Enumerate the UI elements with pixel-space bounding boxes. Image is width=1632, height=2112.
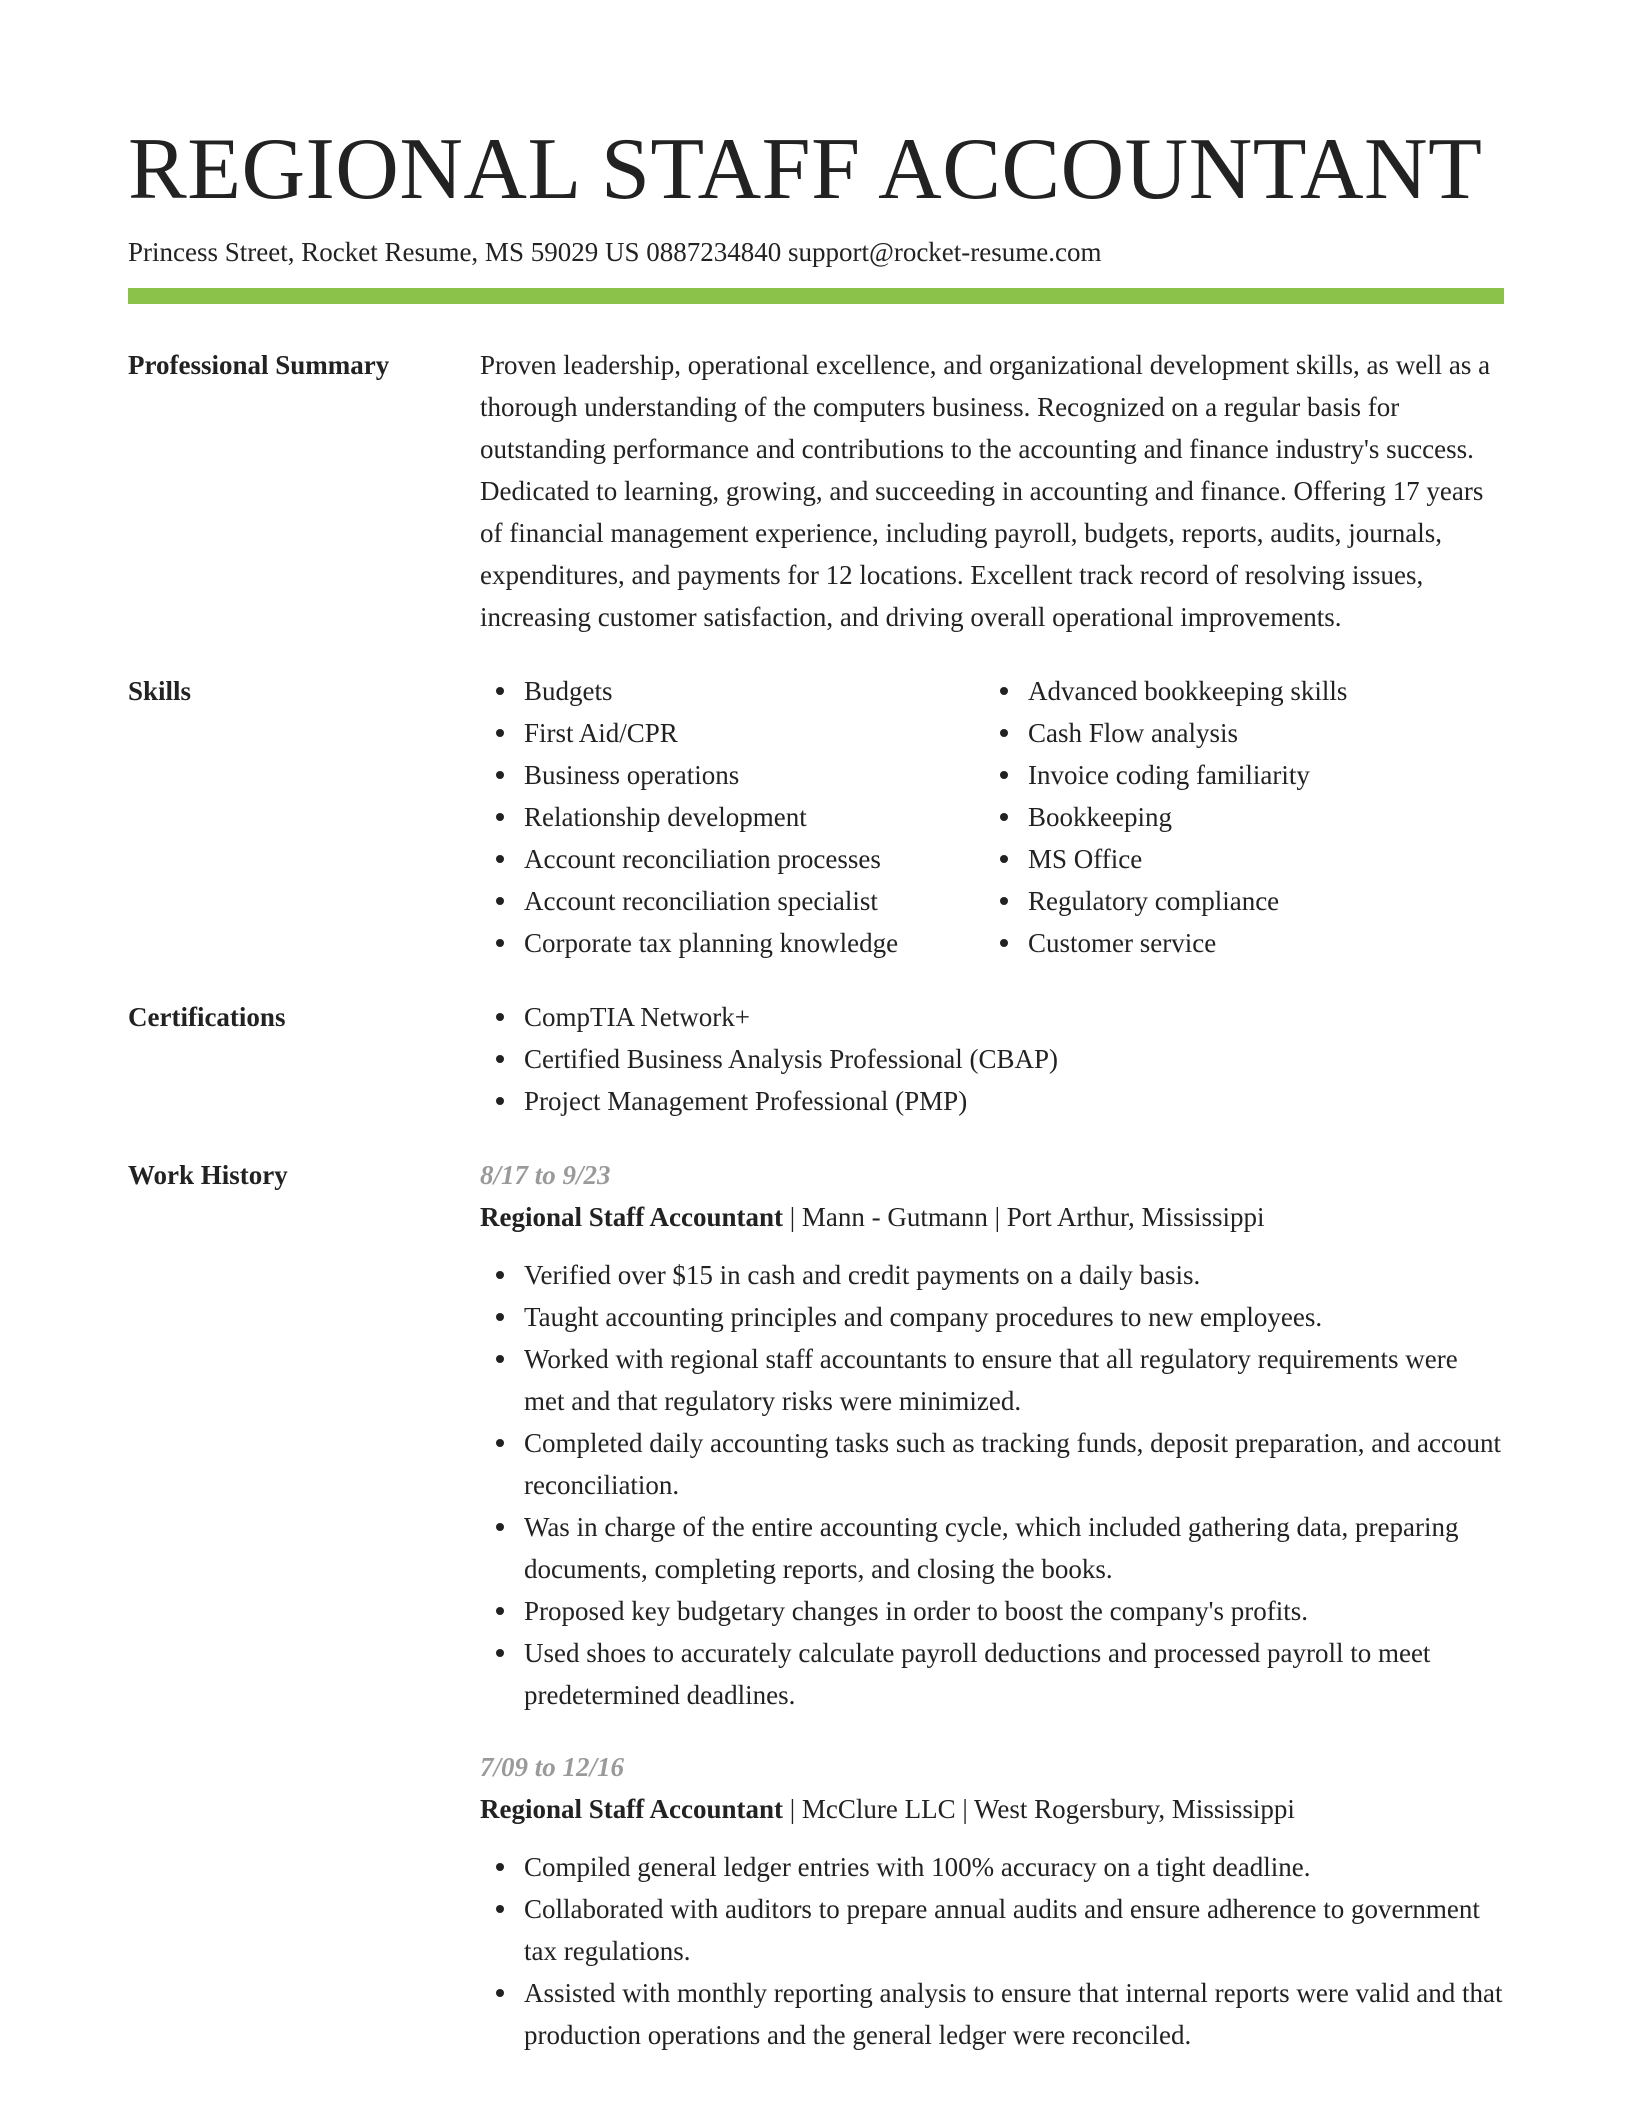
job-duty-item: Worked with regional staff accountants to ensure that all regulatory requirements were met and that regulatory risks were minimized. [480, 1338, 1504, 1422]
contact-info: Princess Street, Rocket Resume, MS 59029 US 0887234840 support@rocket-resume.com [128, 237, 1102, 267]
job-duty-item: Compiled general ledger entries with 100% accuracy on a tight deadline. [480, 1846, 1504, 1888]
certification-item: Certified Business Analysis Professional (CBAP) [480, 1038, 1504, 1080]
job-duty-item: Completed daily accounting tasks such as tracking funds, deposit preparation, and account reconciliation. [480, 1422, 1504, 1506]
job-duty-item: Assisted with monthly reporting analysis to ensure that internal reports were valid and that production operations and the general ledger were reconciled. [480, 1972, 1504, 2056]
section-label-summary: Professional Summary [128, 350, 390, 380]
job-entry [480, 1154, 1504, 1716]
job-company-location: | McClure LLC | West Rogersbury, Mississippi [783, 1794, 1295, 1824]
skills-column-left [480, 670, 984, 964]
job-duties [480, 1846, 1504, 2056]
section-skills [128, 670, 1504, 964]
job-duty-item: Proposed key budgetary changes in order to boost the company's profits. [480, 1590, 1504, 1632]
accent-divider [128, 288, 1504, 304]
certification-item: Project Management Professional (PMP) [480, 1080, 1504, 1122]
job-duty-item: Collaborated with auditors to prepare annual audits and ensure adherence to government tax regulations. [480, 1888, 1504, 1972]
resume-page [128, 118, 1504, 2056]
skills-column-right [984, 670, 1504, 964]
job-duties [480, 1254, 1504, 1716]
skill-item: Relationship development [480, 796, 984, 838]
section-label-certifications: Certifications [128, 1002, 286, 1032]
summary-text: Proven leadership, operational excellence, and organizational development skills, as well as a thorough understanding of the computers business. Recognized on a regular basis for outstanding performance and contributions to the accounting and finance industry's success. Dedicated to learning, growing, and succeeding in accounting and finance. Offering 17 years of financial management experience, including payroll, budgets, reports, audits, journals, expenditures, and payments for 12 locations. Excellent track record of resolving issues, increasing customer satisfaction, and driving overall operational improvements. [480, 350, 1491, 632]
skill-item: Regulatory compliance [984, 880, 1504, 922]
job-dates: 8/17 to 9/23 [480, 1160, 611, 1190]
skill-item: Customer service [984, 922, 1504, 964]
skill-item: Account reconciliation processes [480, 838, 984, 880]
section-certifications [128, 996, 1504, 1122]
job-title: Regional Staff Accountant [480, 1202, 783, 1232]
job-heading [480, 1196, 1504, 1238]
resume-name-heading: REGIONAL STAFF ACCOUNTANT [128, 121, 1483, 218]
work-history-list [480, 1154, 1504, 2056]
skill-item: Bookkeeping [984, 796, 1504, 838]
job-dates: 7/09 to 12/16 [480, 1752, 625, 1782]
skill-item: First Aid/CPR [480, 712, 984, 754]
job-title: Regional Staff Accountant [480, 1794, 783, 1824]
section-label-skills: Skills [128, 676, 192, 706]
certifications-list-wrap [480, 996, 1504, 1122]
skill-item: MS Office [984, 838, 1504, 880]
section-work-history [128, 1154, 1504, 2056]
skills-list [480, 670, 1504, 964]
skill-item: Invoice coding familiarity [984, 754, 1504, 796]
skill-item: Business operations [480, 754, 984, 796]
job-duty-item: Was in charge of the entire accounting cycle, which included gathering data, preparing documents, completing reports, and closing the books. [480, 1506, 1504, 1590]
job-duty-item: Used shoes to accurately calculate payroll deductions and processed payroll to meet predetermined deadlines. [480, 1632, 1504, 1716]
section-label-work-history: Work History [128, 1160, 288, 1190]
certifications-list [480, 996, 1504, 1122]
job-heading [480, 1788, 1504, 1830]
section-professional-summary [128, 350, 1504, 638]
skill-item: Account reconciliation specialist [480, 880, 984, 922]
skill-item: Advanced bookkeeping skills [984, 670, 1504, 712]
skill-item: Cash Flow analysis [984, 712, 1504, 754]
skill-item: Budgets [480, 670, 984, 712]
job-duty-item: Taught accounting principles and company procedures to new employees. [480, 1296, 1504, 1338]
certification-item: CompTIA Network+ [480, 996, 1504, 1038]
job-entry [480, 1746, 1504, 2056]
job-duty-item: Verified over $15 in cash and credit payments on a daily basis. [480, 1254, 1504, 1296]
job-company-location: | Mann - Gutmann | Port Arthur, Mississippi [783, 1202, 1265, 1232]
skill-item: Corporate tax planning knowledge [480, 922, 984, 964]
